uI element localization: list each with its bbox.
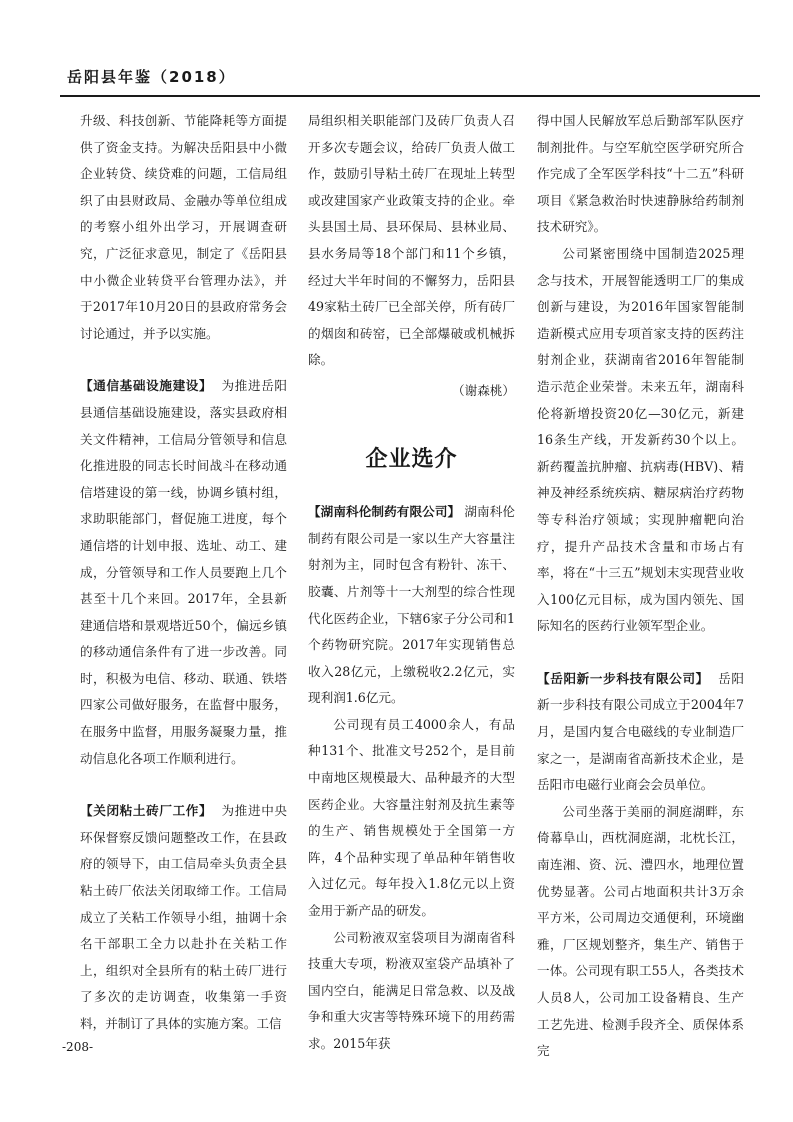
paragraph: 公司粉液双室袋项目为湖南省科技重大专项，粉液双室袋产品填补了国内空白，能满足日常急救、以及战争和重大灾害等特殊环境下的用药需求。2015年获 (308, 929, 515, 1051)
header-rule (60, 95, 760, 97)
section-body: 岳阳新一步科技有限公司成立于2004年7月，是国内复合电磁线的专业制造厂家之一，是湖南省高新技术企业，是岳阳市电磁行业商会会员单位。 (537, 670, 745, 793)
section-heading: 【岳阳新一步科技有限公司】 (537, 670, 709, 686)
page-number: -208- (62, 1040, 94, 1054)
paragraph: 得中国人民解放军总后勤部军队医疗制剂批件。与空军航空医学研究所合作完成了全军医学科技“十二五”科研项目《紧急救治时快速静脉给药制剂技术研究》。 (537, 113, 744, 235)
section-body: 为推进中央环保督察反馈问题整改工作，在县政府的领导下，由工信局牵头负责全县粘土砖厂依法关闭取缔工作。工信局成立了关粘工作领导小组，抽调十余名干部职工全力以赴扑在关粘工作上，组织对全县所有的粘土砖厂进行了多次的走访调查，收集第一手资料，并制订了具体的实施方案。工信 (80, 803, 288, 1031)
section-body: 为推进岳阳县通信基础设施建设，落实县政府相关文件精神，工信局分管领导和信息化推进股的同志长时间战斗在移动通信塔建设的第一线，协调乡镇村组，求助职能部门，督促施工进度，每个通信塔的计划申报、选址、动工、建成，分管领导和工作人员要跑上几个甚至十几个来回。2017年，全县新建通信塔和景观塔近50个，偏远乡镇的移动通信条件有了进一步改善。同时，积极为电信、移动、联通、铁塔四家公司做好服务，在监督中服务，在服务中监督，用服务凝聚力量，推动信息化各项工作顺利进行。 (80, 378, 288, 766)
section-body: 湖南科伦制药有限公司是一家以生产大容量注射剂为主，同时包含有粉针、冻干、胶囊、片剂等十一大剂型的综合性现代化医药企业，下辖6家子分公司和1个药物研究院。2017年实现销售总收入28亿元，上缴税收2.2亿元，实现利润1.6亿元。 (308, 504, 516, 706)
column-2 (308, 108, 515, 1058)
column-3 (537, 108, 744, 1065)
section-heading: 【关闭粘土砖厂工作】 (80, 803, 213, 819)
running-header: 岳阳县年鉴（2018） (67, 68, 236, 86)
author-credit: （谢森桃） (452, 382, 515, 398)
section-telecom (80, 373, 287, 772)
section-title: 企业选介 (365, 446, 458, 472)
paragraph: 升级、科技创新、节能降耗等方面提供了资金支持。为解决岳阳县中小微企业转贷、续贷难的问题，工信局组织了由县财政局、金融办等单位组成的考察小组外出学习，开展调查研究，广泛征求意见，制定了《岳阳县中小微企业转贷平台管理办法》，并于2017年10月20日的县政府常务会讨论通过，并予以实施。 (80, 113, 287, 341)
column-1 (80, 108, 287, 1038)
section-clay-brick (80, 798, 287, 1037)
section-heading: 【通信基础设施建设】 (80, 378, 213, 394)
paragraph: 公司现有员工4000余人，有品种131个、批准文号252个，是目前中南地区规模最大、品种最齐的大型医药企业。大容量注射剂及抗生素等的生产、销售规模处于全国第一方阵，4个品种实现了单品种年销售收入过亿元。每年投入1.8亿元以上资金用于新产品的研发。 (308, 716, 515, 919)
paragraph: 公司坐落于美丽的洞庭湖畔，东倚幕阜山，西枕洞庭湖，北枕长江，南连湘、资、沅、澧四水，地理位置优势显著。公司占地面积共计3万余平方米，公司周边交通便利，环境幽雅，厂区规划整齐，集生产、销售于一体。公司现有职工55人，各类技术人员8人，公司加工设备精良、生产工艺先进、检测手段齐全、质保体系完 (537, 803, 744, 1059)
paragraph: 局组织相关职能部门及砖厂负责人召开多次专题会议，给砖厂负责人做工作，鼓励引导粘土砖厂在现址上转型或改建国家产业政策支持的企业。牵头县国土局、县环保局、县林业局、县水务局等18个部门和11个乡镇，经过大半年时间的不懈努力，岳阳县49家粘土砖厂已全部关停，所有砖厂的烟囱和砖窑，已全部爆破或机械拆除。 (308, 113, 515, 368)
section-heading: 【湖南科伦制药有限公司】 (308, 504, 461, 520)
paragraph: 公司紧密围绕中国制造2025理念与技术，开展智能透明工厂的集成创新与建设，为2016年国家智能制造新模式应用专项首家支持的医药注射剂企业，获湖南省2016年智能制造示范企业荣誉。未来五年，湖南科伦将新增投资20亿—30亿元，新建16条生产线，开发新药30个以上。新药覆盖抗肿瘤、抗病毒(HBV)、精神及神经系统疾病、糖尿病治疗药物等专科治疗领域；实现肿瘤靶向治疗，提升产品技术含量和市场占有率，将在“十三五”规划末实现营业收入100亿元目标，成为国内领先、国际知名的医药行业领军型企业。 (537, 245, 744, 634)
section-xinyibu (537, 666, 744, 799)
section-kelun (308, 499, 515, 712)
